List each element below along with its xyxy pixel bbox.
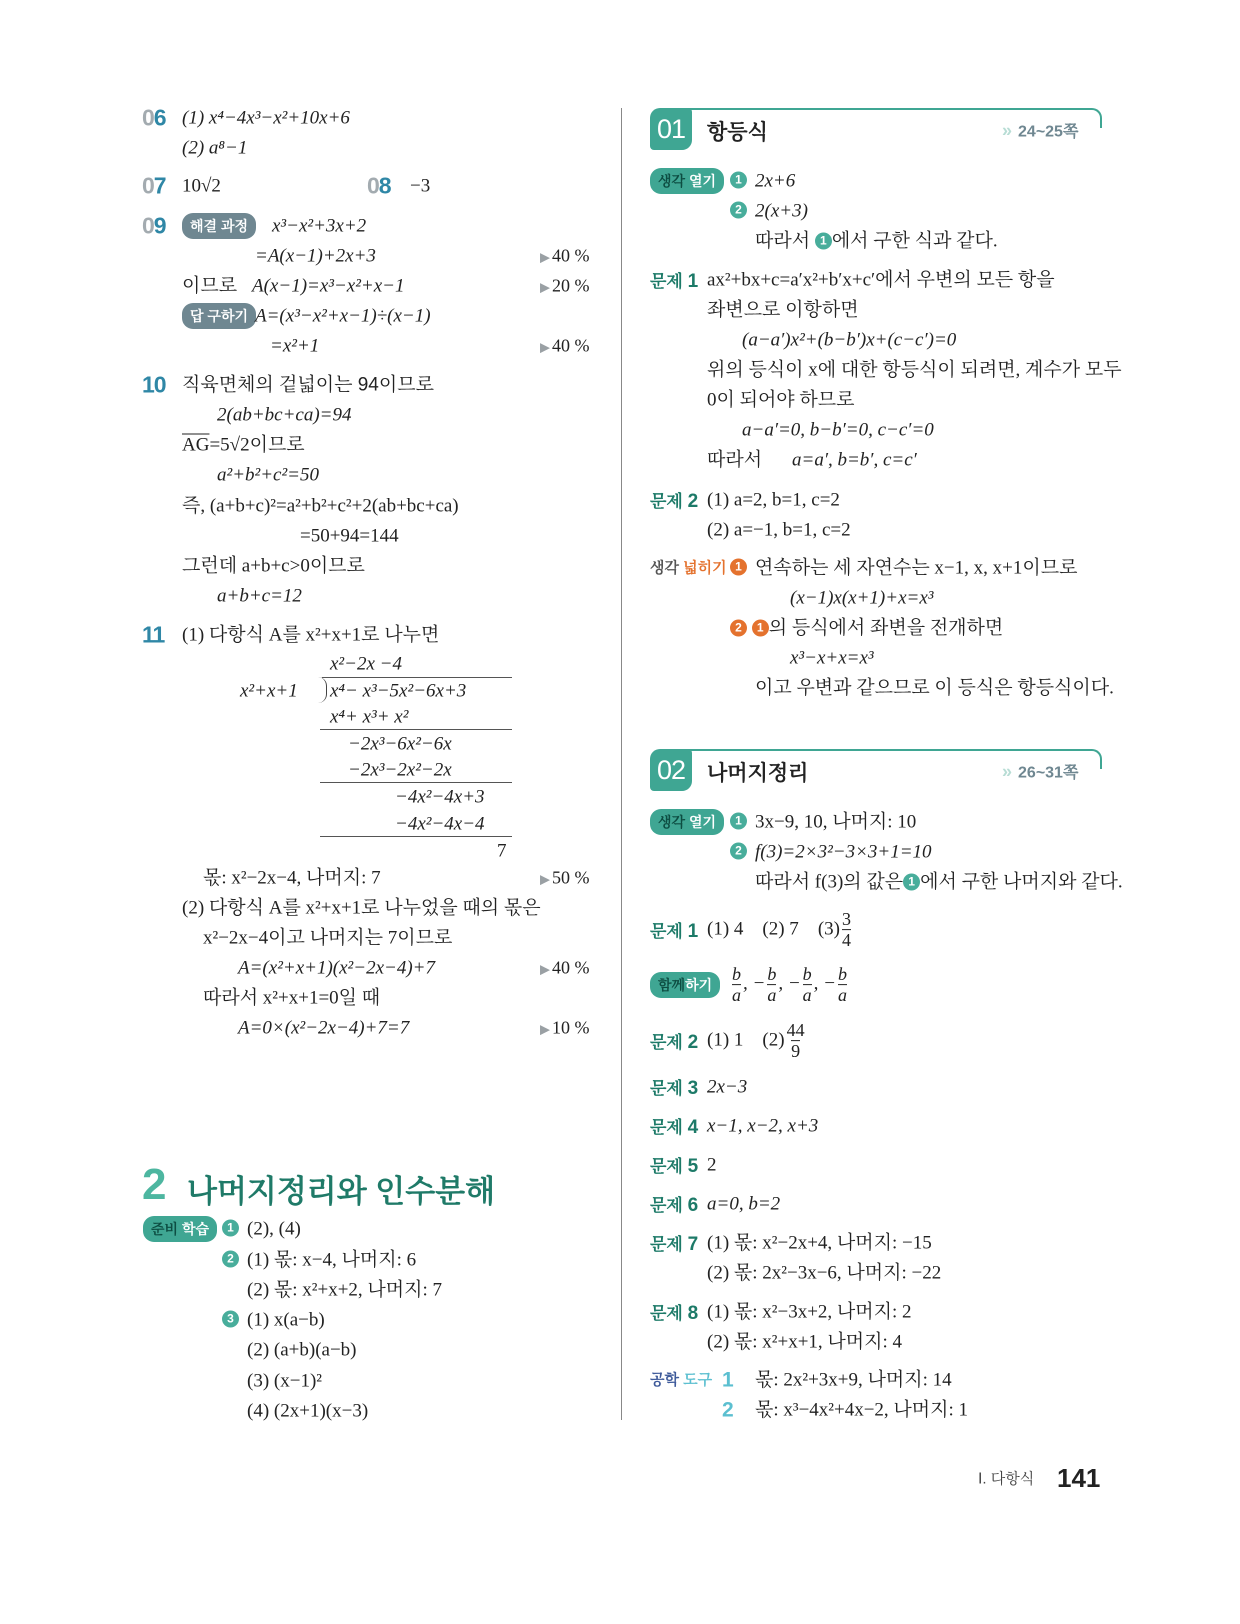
answer-line: 2 bbox=[707, 1154, 717, 1176]
number-digit: 0 bbox=[153, 371, 166, 398]
marker-2-icon: 2 bbox=[730, 620, 747, 637]
marker-number: 2 bbox=[730, 843, 747, 860]
answer-line: (x−1)x(x+1)+x=x³ bbox=[790, 587, 934, 609]
answer-text: 따라서 f(3)의 값은 bbox=[755, 871, 904, 893]
answer-part: (1) 1 bbox=[707, 1029, 744, 1051]
label-text: 문제 bbox=[650, 1304, 683, 1323]
triangle-icon: ▶ bbox=[540, 872, 550, 888]
triangle-icon: ▶ bbox=[540, 250, 550, 266]
denominator: a bbox=[767, 985, 777, 1005]
number-digit: 0 bbox=[367, 172, 379, 199]
answer-line: (2) 몫: x²+x+1, 나머지: 4 bbox=[707, 1331, 903, 1353]
answer-line: x−1, x−2, x+3 bbox=[707, 1115, 819, 1137]
label-text: 문제 bbox=[650, 1196, 683, 1215]
score-percent bbox=[540, 958, 590, 979]
division-row: −4x²−4x−4 bbox=[395, 813, 485, 835]
label-text: 공학 bbox=[650, 1371, 679, 1389]
number-digit: 1 bbox=[142, 371, 154, 398]
score-percent bbox=[540, 1018, 590, 1039]
fraction bbox=[838, 965, 847, 1005]
marker-2-icon bbox=[730, 202, 747, 221]
numerator: 44 bbox=[786, 1020, 805, 1041]
page-number: 141 bbox=[1057, 1463, 1101, 1493]
numerator: b bbox=[767, 964, 777, 985]
division-row: x⁴+ x³+ x² bbox=[330, 706, 409, 728]
number-digit: 1 bbox=[142, 621, 153, 648]
question-number bbox=[142, 622, 164, 649]
score-percent bbox=[540, 276, 590, 297]
label-text: 문제 bbox=[650, 922, 683, 941]
solution-process-badge: 해결 과정 bbox=[182, 213, 256, 239]
marker-1-icon: 1 bbox=[815, 233, 832, 250]
answer-line: (1) 몫: x−4, 나머지: 6 bbox=[247, 1249, 417, 1271]
answer-line: 몫: x³−4x²+4x−2, 나머지: 1 bbox=[755, 1399, 969, 1421]
score-percent bbox=[540, 868, 590, 889]
answer-line: (2) a=−1, b=1, c=2 bbox=[707, 519, 851, 541]
label-number: 1 bbox=[687, 271, 699, 292]
answer-line: (2) 다항식 A를 x²+x+1로 나누었을 때의 몫은 bbox=[182, 897, 541, 919]
division-row: −4x²−4x+3 bbox=[395, 786, 485, 808]
fraction bbox=[787, 1021, 805, 1061]
answer-line: =x²+1 bbox=[270, 335, 320, 357]
denominator: a bbox=[732, 985, 741, 1005]
answer-part: (2) 7 bbox=[762, 918, 799, 940]
badge-text: 생각 bbox=[658, 814, 686, 830]
answer-line: a+b+c=12 bbox=[217, 585, 302, 607]
tool-item-number: 1 bbox=[722, 1368, 734, 1392]
label-text: 문제 bbox=[650, 1118, 683, 1137]
answer-line: 따라서 x²+x+1=0일 때 bbox=[203, 987, 381, 1009]
number-digit: 0 bbox=[142, 212, 154, 239]
question-number bbox=[142, 372, 166, 399]
badge-text: 생각 bbox=[658, 173, 686, 189]
answer-line: 2x−3 bbox=[707, 1076, 748, 1098]
think-expand-label bbox=[650, 561, 727, 576]
fraction bbox=[767, 965, 776, 1005]
answer-line: 10√2 bbox=[182, 175, 221, 197]
answer-line: 연속하는 세 자연수는 x−1, x, x+1이므로 bbox=[755, 557, 1078, 579]
percent-text: 20 % bbox=[552, 275, 590, 296]
label-text: 생각 bbox=[650, 559, 679, 577]
answer-line: (1) 몫: x²−3x+2, 나머지: 2 bbox=[707, 1301, 912, 1323]
label-text: 문제 bbox=[650, 492, 683, 511]
answer-line: (1) 몫: x²−2x+4, 나머지: −15 bbox=[707, 1232, 932, 1254]
percent-text: 40 % bbox=[552, 335, 590, 356]
marker-3-icon bbox=[222, 1311, 239, 1330]
page-range bbox=[1002, 760, 1078, 783]
marker-number: 1 bbox=[730, 559, 747, 576]
section-title: 항등식 bbox=[707, 121, 768, 144]
segment-ag: $\overline{AG}$ bbox=[182, 434, 210, 456]
label-text: 문제 bbox=[650, 1157, 683, 1176]
engineering-tool-label bbox=[650, 1373, 712, 1388]
label-text: 문제 bbox=[650, 1033, 683, 1052]
answer-line bbox=[755, 232, 998, 251]
label-text: 도구 bbox=[683, 1371, 713, 1389]
answer-text: 따라서 bbox=[755, 230, 811, 252]
question-number bbox=[367, 173, 391, 200]
answer-line: a=0, b=2 bbox=[707, 1193, 781, 1215]
marker-2-icon bbox=[222, 1251, 239, 1270]
find-answer-badge: 답 구하기 bbox=[182, 303, 256, 329]
numerator: b bbox=[732, 964, 741, 985]
answer-line: 그런데 a+b+c>0이므로 bbox=[182, 555, 365, 577]
division-bracket bbox=[318, 677, 327, 703]
answer-line: 몫: 2x²+3x+9, 나머지: 14 bbox=[755, 1369, 952, 1391]
division-rule bbox=[320, 782, 512, 783]
marker-1-icon bbox=[730, 813, 747, 832]
fraction-item bbox=[752, 964, 784, 1005]
marker-1-icon bbox=[730, 559, 747, 578]
footer-chapter: Ⅰ. 다항식 bbox=[978, 1470, 1035, 1488]
answer-line: 2(ab+bc+ca)=94 bbox=[217, 404, 352, 426]
answer-line: =50+94=144 bbox=[300, 525, 399, 547]
marker-number: 2 bbox=[222, 1251, 239, 1268]
number-digit: 1 bbox=[152, 621, 165, 648]
prep-study-badge bbox=[143, 1216, 217, 1242]
divisor: x²+x+1 bbox=[240, 680, 298, 702]
answer-line: (1) 다항식 A를 x²+x+1로 나누면 bbox=[182, 624, 440, 646]
answer-line: (4) (2x+1)(x−3) bbox=[247, 1400, 369, 1422]
problem-1-label bbox=[650, 267, 698, 293]
answer-line: (2) 몫: 2x²−3x−6, 나머지: −22 bbox=[707, 1262, 942, 1284]
marker-number: 2 bbox=[730, 202, 747, 219]
number-digit: 0 bbox=[142, 172, 154, 199]
answer-line: (1) x(a−b) bbox=[247, 1309, 325, 1331]
marker-number: 1 bbox=[730, 813, 747, 830]
percent-text: 40 % bbox=[552, 245, 590, 266]
division-row: −2x³−6x²−6x bbox=[348, 733, 452, 755]
answer-part: (2) bbox=[762, 1029, 785, 1051]
label-number: 2 bbox=[687, 1032, 699, 1053]
badge-text: 열기 bbox=[688, 814, 717, 830]
quotient: x²−2x −4 bbox=[330, 653, 402, 675]
answer-part: (1) 4 bbox=[707, 918, 744, 940]
question-number bbox=[142, 213, 166, 240]
marker-number: 3 bbox=[222, 1311, 239, 1328]
answer-line bbox=[707, 910, 853, 950]
numerator: 3 bbox=[841, 909, 851, 930]
label-number: 1 bbox=[687, 921, 699, 942]
tool-item-number: 2 bbox=[722, 1398, 734, 1422]
triangle-icon: ▶ bbox=[540, 340, 550, 356]
score-percent bbox=[540, 246, 590, 267]
answer-line: A(x−1)=x³−x²+x−1 bbox=[252, 275, 405, 297]
percent-text: 10 % bbox=[552, 1017, 590, 1038]
answer-line: 0이 되어야 하므로 bbox=[707, 389, 855, 411]
section-number: 01 bbox=[650, 108, 692, 150]
triangle-icon: ▶ bbox=[540, 280, 550, 296]
column-divider bbox=[621, 108, 622, 1420]
number-digit: 9 bbox=[153, 212, 166, 239]
answer-line bbox=[730, 619, 1003, 638]
answer-line: x³−x²+3x+2 bbox=[272, 215, 367, 237]
answer-line bbox=[730, 965, 849, 1005]
answer-line: 2x+6 bbox=[755, 170, 796, 192]
answer-line bbox=[755, 873, 1123, 892]
answer-line: (3) (x−1)² bbox=[247, 1370, 322, 1392]
number-digit: 8 bbox=[378, 172, 391, 199]
denominator: a bbox=[802, 985, 812, 1005]
answer-line: 2(x+3) bbox=[755, 200, 808, 222]
marker-number: 1 bbox=[730, 172, 747, 189]
answer-text: 의 등식에서 좌변을 전개하면 bbox=[768, 617, 1004, 639]
think-open-badge bbox=[650, 168, 724, 194]
problem-6-label bbox=[650, 1191, 698, 1217]
answer-line: (2) a⁸−1 bbox=[182, 137, 248, 159]
problem-5-label bbox=[650, 1152, 698, 1178]
sign: − bbox=[787, 973, 801, 995]
percent-text: 40 % bbox=[552, 957, 590, 978]
section-title: 나머지정리 bbox=[707, 762, 809, 785]
chevron-icon: » bbox=[1002, 761, 1013, 782]
problem-2-label bbox=[650, 487, 698, 513]
answer-line: (2) 몫: x²+x+2, 나머지: 7 bbox=[247, 1279, 443, 1301]
chevron-icon: » bbox=[1002, 120, 1013, 141]
marker-1-icon bbox=[730, 172, 747, 191]
answer-text: 에서 구한 식과 같다. bbox=[831, 230, 998, 252]
triangle-icon: ▶ bbox=[540, 962, 550, 978]
label-text: 문제 bbox=[650, 272, 683, 291]
together-badge bbox=[650, 972, 720, 998]
separator: , bbox=[743, 973, 748, 995]
problem-2-label bbox=[650, 1028, 698, 1054]
triangle-icon: ▶ bbox=[540, 1022, 550, 1038]
percent-text: 50 % bbox=[552, 867, 590, 888]
problem-7-label bbox=[650, 1230, 698, 1256]
page-range-text: 26~31쪽 bbox=[1018, 764, 1079, 782]
answer-line: x²−2x−4이고 나머지는 7이므로 bbox=[203, 927, 453, 949]
fraction-item bbox=[787, 964, 819, 1005]
answer-line: a−a′=0, b−b′=0, c−c′=0 bbox=[742, 419, 934, 441]
sign: − bbox=[752, 973, 766, 995]
chapter-title: 나머지정리와 인수분해 bbox=[187, 1174, 496, 1209]
page-range bbox=[1002, 119, 1078, 142]
separator: , bbox=[813, 973, 819, 995]
label-text: 문제 bbox=[650, 1235, 683, 1254]
badge-text: 열기 bbox=[688, 173, 717, 189]
separator: , bbox=[778, 973, 784, 995]
number-digit: 6 bbox=[153, 104, 166, 131]
answer-line: (2), (4) bbox=[247, 1218, 301, 1240]
answer-line: 이고 우변과 같으므로 이 등식은 항등식이다. bbox=[755, 677, 1114, 699]
marker-1-icon: 1 bbox=[752, 620, 769, 637]
label-text: 넓히기 bbox=[683, 559, 727, 577]
problem-1-label bbox=[650, 917, 698, 943]
answer-line: a²+b²+c²=50 bbox=[217, 464, 319, 486]
sign: − bbox=[823, 973, 836, 995]
problem-3-label bbox=[650, 1074, 698, 1100]
answer-line: f(3)=2×3²−3×3+1=10 bbox=[755, 841, 932, 863]
badge-text: 학습 bbox=[181, 1221, 210, 1237]
chapter-number: 2 bbox=[142, 1160, 167, 1209]
badge-text: 하기 bbox=[685, 977, 713, 993]
division-rule bbox=[320, 836, 512, 837]
badge-text: 함께 bbox=[658, 977, 686, 993]
numerator: b bbox=[802, 964, 812, 985]
answer-text: 따라서 bbox=[707, 449, 763, 471]
marker-number: 1 bbox=[222, 1220, 239, 1237]
answer-line: A=(x²+x+1)(x²−2x−4)+7 bbox=[238, 957, 435, 979]
badge-text: 준비 bbox=[151, 1221, 179, 1237]
answer-text: 직육면체의 겉넓이는 94이므로 bbox=[182, 374, 434, 396]
label-number: 5 bbox=[687, 1156, 699, 1177]
answer-line: (a−a′)x²+(b−b′)x+(c−c′)=0 bbox=[742, 329, 957, 351]
label-number: 7 bbox=[687, 1234, 699, 1255]
marker-1-icon bbox=[222, 1220, 239, 1239]
page-range-text: 24~25쪽 bbox=[1018, 123, 1079, 141]
answer-line: A=(x³−x²+x−1)÷(x−1) bbox=[255, 305, 431, 327]
answer-line: 위의 등식이 x에 대한 항등식이 되려면, 계수가 모두 bbox=[707, 359, 1122, 381]
answer-line: (1) a=2, b=1, c=2 bbox=[707, 489, 840, 511]
fraction bbox=[842, 910, 851, 950]
answer-part: (3) bbox=[817, 918, 840, 940]
answer-line: A=0×(x²−2x−4)+7=7 bbox=[238, 1017, 410, 1039]
answer-line bbox=[182, 436, 305, 455]
answer-line: 좌변으로 이항하면 bbox=[707, 299, 859, 321]
label-number: 3 bbox=[687, 1078, 699, 1099]
label-number: 6 bbox=[687, 1195, 699, 1216]
marker-1-icon: 1 bbox=[903, 874, 920, 891]
label-number: 2 bbox=[687, 491, 699, 512]
division-row: −2x³−2x²−2x bbox=[348, 759, 452, 781]
answer-text: 에서 구한 나머지와 같다. bbox=[920, 871, 1123, 893]
fraction-item bbox=[730, 964, 748, 1005]
answer-line: =A(x−1)+2x+3 bbox=[255, 245, 376, 267]
problem-4-label bbox=[650, 1113, 698, 1139]
numerator: b bbox=[837, 964, 847, 985]
denominator: a bbox=[837, 985, 847, 1005]
fraction-item bbox=[823, 964, 849, 1005]
label-number: 8 bbox=[687, 1303, 699, 1324]
answer-line: (1) x⁴−4x³−x²+10x+6 bbox=[182, 107, 350, 129]
division-rule bbox=[320, 729, 512, 730]
fraction bbox=[732, 965, 741, 1005]
answer-line: 몫: x²−2x−4, 나머지: 7 bbox=[203, 867, 381, 889]
fraction bbox=[803, 965, 812, 1005]
answer-line: 3x−9, 10, 나머지: 10 bbox=[755, 811, 917, 833]
answer-line: x³−x+x=x³ bbox=[790, 647, 874, 669]
marker-2-icon bbox=[730, 843, 747, 862]
question-number bbox=[142, 173, 166, 200]
dividend: x⁴− x³−5x²−6x+3 bbox=[330, 680, 467, 702]
answer-text: =5√2이므로 bbox=[209, 434, 305, 456]
think-open-badge bbox=[650, 809, 724, 835]
denominator: 9 bbox=[791, 1041, 801, 1061]
label-number: 4 bbox=[687, 1117, 699, 1138]
answer-line: ax²+bx+c=a′x²+b′x+c′에서 우변의 모든 항을 bbox=[707, 269, 1055, 291]
label-text: 문제 bbox=[650, 1079, 683, 1098]
division-bar bbox=[322, 677, 512, 678]
score-percent bbox=[540, 336, 590, 357]
answer-text: 이므로 bbox=[182, 275, 238, 297]
answer-line: −3 bbox=[410, 175, 431, 197]
answer-line: (2) (a+b)(a−b) bbox=[247, 1339, 357, 1361]
problem-8-label bbox=[650, 1299, 698, 1325]
answer-line: a=a′, b=b′, c=c′ bbox=[792, 449, 917, 471]
answer-line: 즉, (a+b+c)²=a²+b²+c²+2(ab+bc+ca) bbox=[182, 495, 459, 517]
denominator: 4 bbox=[841, 930, 851, 950]
number-digit: 0 bbox=[142, 104, 154, 131]
section-number: 02 bbox=[650, 749, 692, 791]
answer-line bbox=[707, 1021, 807, 1061]
number-digit: 7 bbox=[153, 172, 166, 199]
remainder: 7 bbox=[497, 840, 507, 862]
question-number bbox=[142, 105, 166, 132]
